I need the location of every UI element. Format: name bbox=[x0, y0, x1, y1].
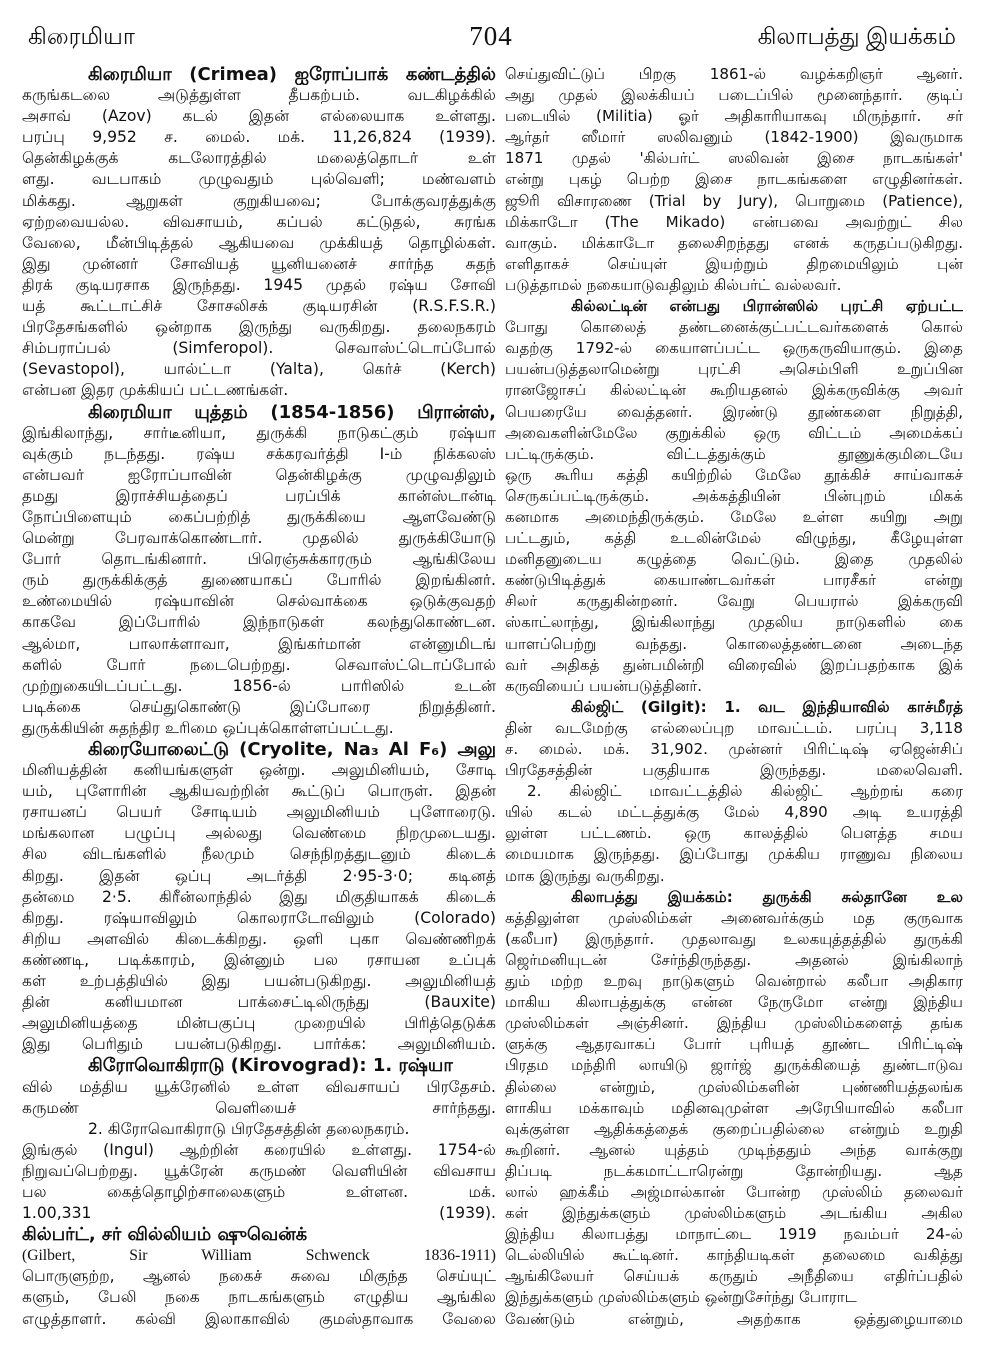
text-line: இங்கிலாந்து, சார்டீனியா, துருக்கி நாடுகட்கும் ரஷ்யா bbox=[22, 423, 496, 442]
entry-heading-line: கிரைமியா யுத்தம் (1854-1856) பிரான்ஸ், bbox=[88, 401, 496, 423]
text-line: கிறது. ரஷ்யாவிலும் கொலராடோவிலும் (Colorado) bbox=[22, 908, 496, 927]
text-line: பட்டிருக்கும். விட்டத்துக்கும் தூணுக்குமிடையே bbox=[505, 444, 963, 463]
text-line: எழுத்தாளர். கல்வி இலாகாவில் குமஸ்தாவாக வேலை bbox=[22, 1309, 496, 1328]
text-line: ஏற்றவையல்ல. விவசாயம், கப்பல் கட்டுதல், சுரங்க bbox=[22, 212, 496, 231]
text-line: கத்திலுள்ள முஸ்லிம்கள் அனைவர்க்கும் மத குருவாக bbox=[505, 908, 963, 927]
text-line: மங்கலான பழுப்பு அல்லது வெண்மை நிறமுடையது. bbox=[22, 824, 496, 843]
right-text-column bbox=[505, 64, 963, 1356]
text-line: துருக்கியின் சுதந்திர உரிமை ஒப்புக்கொள்ளப்பட்டது. bbox=[22, 718, 394, 737]
text-line: மனிதனுடைய கழுத்தை வெட்டும். இதை முதலில் bbox=[505, 550, 963, 569]
text-line: ஜூரி விசாரணை (Trial by Jury), பொறுமை (Patience), bbox=[505, 191, 963, 210]
text-line: பிரதேசங்களில் ஒன்றாக இருந்து வருகிறது. தலைநகரம் bbox=[22, 318, 496, 337]
text-line: யாளப்பெற்று வந்தது. கொலைத்தண்டனை அடைந்த bbox=[505, 634, 963, 653]
text-line: ஒரு கூரிய கத்தி கயிற்றில் மேலே தூக்கிச் சாய்வாகச் bbox=[505, 465, 963, 484]
text-line: போது கொலைத் தண்டனைக்குட்பட்டவர்களைக் கொல் bbox=[505, 318, 963, 337]
text-line: இந்திய கிலாபத்து மாநாட்டை 1919 நவம்பர் 24-ல் bbox=[505, 1225, 963, 1244]
text-line: யத் கூட்டாட்சிச் சோசலிசக் குடியரசின் (R.S.F.S.R.) bbox=[22, 297, 496, 316]
text-line: கண்டுபிடித்துக் கையாண்டவர்கள் பாரசீகர் என்று bbox=[505, 571, 963, 590]
text-line: இங்குல் (Ingul) ஆற்றின் கரையில் உள்ளது. 1754-ல் bbox=[22, 1140, 496, 1159]
text-line: கருவியைப் பயன்படுத்தினர். bbox=[505, 676, 703, 695]
running-header-right: கிலாபத்து இயக்கம் bbox=[757, 23, 956, 49]
text-line: ச. மைல். மக். 31,902. முன்னர் பிரிட்டிஷ் ஏஜென்சிப் bbox=[505, 740, 963, 758]
text-line: தமது இராச்சியத்தைப் பரப்பிக் கான்ஸ்டான்டி bbox=[22, 486, 496, 505]
text-line: சிலர் கருதுகின்றனர். வேறு பெயரால் இக்கருவி bbox=[505, 592, 963, 611]
text-line: சிம்பராப்பல் (Simferopol). செவாஸ்ட்டொப்போல் bbox=[22, 339, 496, 358]
text-line: படிக்கை செய்துகொண்டு இப்போரை நிறுத்தினர். bbox=[22, 697, 496, 716]
text-line: ஜெர்மனியுடன் சேர்ந்திருந்தது. அதனல் இங்கிலாந் bbox=[505, 950, 963, 969]
text-line: வில் மத்திய யூக்ரேனில் உள்ள விவசாயப் பிரதேசம். bbox=[22, 1077, 496, 1096]
text-line: ஸ்காட்லாந்து, இங்கிலாந்து முதலிய நாடுகளில் கை bbox=[505, 613, 963, 632]
text-line: கள் உற்பத்தியில் இது பயன்படுகிறது. அலுமினியத் bbox=[22, 972, 496, 991]
text-line: களும், பேலி நகை நாடகங்களும் எழுதிய ஆங்கில bbox=[22, 1288, 496, 1307]
text-line: மிக்கது. ஆறுகள் குறுகியவை; போக்குவரத்துக்கு bbox=[22, 191, 496, 210]
text-line: மென்று பேரவாக்கொண்டார். முதலில் துருக்கியோடு bbox=[22, 529, 496, 548]
text-line: ஆங்கிலேயர் செய்யக் கருதும் அநீதியை எதிர்ப்பதில் bbox=[505, 1267, 963, 1286]
text-line: கண்ணடி, படிக்காரம், இன்னும் பல ரசாயன உப்புக் bbox=[22, 950, 496, 969]
text-line: மையமாக இருந்தது. இப்போது முக்கிய ராணுவ நிலைய bbox=[505, 845, 963, 864]
text-line: பரப்பு 9,952 ச. மைல். மக். 11,26,824 (1939). bbox=[22, 128, 496, 147]
text-line: பட்டதும், கத்தி உடலின்மேல் விழுந்து, கீழேயுள்ள bbox=[505, 529, 963, 548]
text-line: 1871 முதல் 'கில்பர்ட் ஸலிவன் இசை நாடகங்கள்' bbox=[505, 149, 963, 168]
text-line: ரும் துருக்கிக்குத் துணையாகப் போரில் இறங்கினர். bbox=[22, 571, 496, 590]
text-line: யில் கடல் மட்டத்துக்கு மேல் 4,890 அடி உயரத்தி bbox=[505, 803, 963, 822]
text-line: வுக்கும் நடந்தது. ரஷ்ய சக்கரவர்த்தி I-ம் நிக்கலஸ் bbox=[22, 444, 496, 463]
text-line: எளிதாகச் செய்யுள் இயற்றும் திறமையிலும் புன் bbox=[505, 254, 963, 273]
text-line: வர் அதிகத் துன்பமின்றி விரைவில் இறப்பதற்காக இக் bbox=[505, 655, 963, 674]
text-line: செய்துவிட்டுப் பிறகு 1861-ல் வழக்கறிஞர் ஆனர். bbox=[505, 65, 963, 83]
text-line: தின் கனியமான பாக்சைட்டிலிருந்து (Bauxite) bbox=[22, 993, 496, 1012]
text-line: ரசாயனப் பெயர் சோடியம் அலுமினியம் புளோரைடு. bbox=[22, 803, 496, 822]
text-line: (கலீபா) இருந்தார். முதலாவது உலகயுத்தத்தில் துருக்கி bbox=[505, 929, 963, 948]
text-line: திப்படி நடக்கமாட்டாரென்று தோன்றியது. ஆத bbox=[505, 1161, 963, 1180]
entry-heading-line: கில்பர்ட், சர் வில்லியம் ஷுவென்க் bbox=[22, 1224, 308, 1246]
text-line: முஸ்லிம்கள் அஞ்சினர். இந்திய முஸ்லிம்களைத் தங்க bbox=[505, 1014, 963, 1033]
text-line: அசாவ் (Azov) கடல் இதன் எல்லையாக உள்ளது. bbox=[22, 107, 496, 126]
text-line: என்று புகழ் பெற்ற இசை நாடகங்களை எழுதினர்கள். bbox=[505, 170, 963, 189]
text-line: வதற்கு 1792-ல் கையாளப்பட்ட ஒருகருவியாகும். இதை bbox=[505, 339, 963, 358]
text-line: சிறிய அளவில் கிடைக்கிறது. ஒளி புகா வெண்ணிறக் bbox=[22, 929, 496, 948]
text-line: 1.00,331 (1939). bbox=[22, 1204, 496, 1223]
text-line: 2. கில்ஜிட் மாவட்டத்தில் கில்ஜிட் ஆற்றங் கரை bbox=[527, 782, 963, 801]
running-header-left: கிரைமியா bbox=[28, 23, 135, 49]
entry-heading-line: கிரோவொகிராடு (Kirovograd): 1. ரஷ்யா bbox=[88, 1055, 453, 1077]
text-line: இது முன்னர் சோவியத் யூனியனைச் சார்ந்த சுதந் bbox=[22, 254, 496, 273]
text-line: மாக இருந்து வருகிறது. bbox=[505, 866, 665, 885]
text-line: வாகும். மிக்காடோ தலைசிறந்தது எனக் கருதப்படுகிறது. bbox=[505, 233, 963, 252]
text-line: தும் மற்ற உறவு நாடுகளும் வென்றால் கலீபா அதிகார bbox=[505, 972, 963, 991]
text-line: யம், புளோரின் ஆகியவற்றின் கூட்டுப் பொருள். இதன் bbox=[22, 782, 496, 801]
text-line: வுக்குள்ள ஆதிக்கத்தைக் குறைப்பதில்லை என்றும் உறுதி bbox=[505, 1119, 963, 1138]
text-line: களில் போர் நடைபெற்றது. செவாஸ்ட்டொப்போல் bbox=[22, 655, 496, 674]
text-line: திரக் குடியரசாக இருந்தது. 1945 முதல் ரஷ்ய சோவி bbox=[22, 275, 496, 294]
text-line: வேலை, மீன்பிடித்தல் ஆகியவை முக்கியத் தொழில்கள். bbox=[22, 233, 496, 252]
text-line: தின் வடமேற்கு எல்லைப்புற மாவட்டம். பரப்பு 3,118 bbox=[505, 718, 963, 737]
text-line: நிறுவப்பெற்றது. யூக்ரேன் கருமண் வெளியின் விவசாய bbox=[22, 1161, 496, 1180]
text-line: (Sevastopol), யால்ட்டா (Yalta), கெர்ச் (Kerch) bbox=[22, 360, 496, 379]
text-line: வேண்டும் என்றும், அதற்காக ஒத்துழையாமை bbox=[505, 1309, 963, 1328]
text-line: பயன்படுத்தலாமென்று புரட்சி அசெம்பிளி உறுப்பின bbox=[505, 360, 963, 379]
text-line: படையில் (Militia) ஓர் அதிகாரியாகவு மிருந்தார். சர் bbox=[505, 107, 963, 126]
text-line: பல கைத்தொழிற்சாலைகளும் உள்ளன. மக். bbox=[22, 1182, 496, 1201]
text-line: பிரதேசத்தின் பகுதியாக இருந்தது. மலைவெளி. bbox=[505, 761, 963, 780]
text-line: அவைகளின்மேலே குறுக்கில் ஒரு விட்டம் அமைக்கப் bbox=[505, 423, 963, 442]
page-number: 704 bbox=[469, 21, 513, 51]
text-line: லால் ஹக்கீம் அஜ்மால்கான் போன்ற முஸ்லிம் தலைவர் bbox=[505, 1182, 963, 1201]
text-line: போர் தொடங்கினார். பிரெஞ்சுக்காரரும் ஆங்கிலேய bbox=[22, 550, 496, 569]
text-line: கருங்கடலை அடுத்துள்ள தீபகற்பம். வடகிழக்கில் bbox=[22, 86, 496, 105]
text-line: ரானஜோசப் கில்லட்டின் கூறியதனல் இக்கருவிக்கு அவர் bbox=[505, 381, 963, 400]
text-line: லுள்ள பட்டணம். ஒரு காலத்தில் பௌத்த சமய bbox=[505, 824, 963, 843]
text-line: முற்றுகையிடப்பட்டது. 1856-ல் பாரிஸில் உடன் bbox=[22, 676, 496, 695]
text-line: பொருளுற்ற, ஆனல் நகைச் சுவை மிகுந்த செய்யுட் bbox=[22, 1267, 496, 1286]
text-line: ளுக்கு ஆதரவாகப் போர் புரியத் தூண்ட பிரிட்டிஷ் bbox=[505, 1035, 963, 1054]
text-line: படுத்தாமல் நகையாடுவதிலும் கில்பர்ட் வல்லவர். bbox=[505, 275, 842, 294]
text-line: மாகிய கிலாபத்துக்கு என்ன நேருமோ என்று இந்திய bbox=[505, 993, 963, 1012]
text-line: பெயரையே வைத்தனர். இரண்டு தூண்களை நிறுத்தி, bbox=[505, 402, 963, 421]
text-line: கள் இந்துக்களும் முஸ்லிம்களும் அடங்கிய அகில bbox=[505, 1204, 963, 1223]
text-line: நோப்பிளையும் கைப்பற்றித் துருக்கியை ஆளவேண்டு bbox=[22, 507, 496, 526]
text-line: (Gilbert, Sir William Schwenck 1836-1911) bbox=[22, 1247, 496, 1265]
entry-heading-line: கிரையோலைட்டு (Cryolite, Na₃ Al F₆) அலு bbox=[88, 739, 496, 760]
text-line: இந்துக்களும் முஸ்லிம்களும் ஒன்றுசேர்ந்து போராட bbox=[505, 1288, 857, 1307]
text-line: டெல்லியில் கூட்டினர். காந்தியடிகள் தலைமை வகித்து bbox=[505, 1246, 963, 1265]
text-line: என்பன இதர முக்கியப் பட்டணங்கள். bbox=[22, 381, 289, 400]
text-line: இது பெரிதும் பயன்படுகிறது. பார்க்க: அலுமினியம். bbox=[22, 1035, 496, 1054]
text-line: தன்மை 2·5. கிரீன்லாந்தில் இது மிகுதியாகக் கிடைக் bbox=[22, 887, 496, 906]
text-line: ளாகிய மக்காவும் மதினவுமுள்ள அரேபியாவில் கலீபா bbox=[505, 1098, 963, 1117]
text-line: தென்கிழக்குக் கடலோரத்தில் மலைத்தொடர் உள் bbox=[22, 149, 496, 168]
text-line: காகவே இப்போரில் இந்நாடுகள் கலந்துகொண்டன. bbox=[22, 613, 496, 632]
text-line: கிறது. இதன் ஒப்பு அடர்த்தி 2·95-3·0; கடினத் bbox=[22, 866, 496, 885]
entry-heading-line: கிலாபத்து இயக்கம்: துருக்கி சுல்தானே உல bbox=[571, 887, 963, 906]
text-line: மினியத்தின் கனியங்களுள் ஒன்று. அலுமினியம், சோடி bbox=[22, 761, 496, 780]
text-line: 2. கிரோவொகிராடு பிரதேசத்தின் தலைநகரம். bbox=[88, 1119, 410, 1138]
text-line: ளது. வடபாகம் முழுவதும் புல்வெளி; மண்வளம் bbox=[22, 170, 496, 189]
text-line: கனமாக அமைந்திருக்கும். மேலே உள்ள கயிறு அறு bbox=[505, 507, 963, 526]
entry-heading-line: கில்லட்டின் என்பது பிரான்ஸில் புரட்சி ஏற்பட்ட bbox=[571, 297, 963, 316]
text-line: தில்லை என்றும், முஸ்லிம்களின் புண்ணியத்தலங்க bbox=[505, 1077, 963, 1096]
text-line: கூறினர். ஆனல் யுத்தம் முடிந்ததும் அந்த வாக்குறு bbox=[505, 1140, 963, 1159]
text-line: உண்மையில் ரஷ்யாவின் செல்வாக்கை ஒடுக்குவதற் bbox=[22, 592, 496, 611]
entry-heading-line: கில்ஜிட் (Gilgit): 1. வட இந்தியாவில் காச்மீரத் bbox=[571, 697, 963, 716]
text-line: பிரதம மந்திரி லாயிடு ஜார்ஜ் துருக்கியைத் துண்டாடுவ bbox=[505, 1056, 963, 1075]
text-line: மிக்காடோ (The Mikado) என்பவை அவற்றுட் சில bbox=[505, 212, 963, 231]
text-line: அது முதல் இலக்கியப் படைப்பில் மூனைந்தார். குடிப் bbox=[505, 86, 963, 105]
text-line: அலுமினியத்தை மின்பகுப்பு முறையில் பிரித்தெடுக்க bbox=[22, 1014, 496, 1033]
left-text-column bbox=[22, 64, 496, 1356]
text-line: ஆல்மா, பாலாக்ளாவா, இங்கர்மான் என்னுமிடங் bbox=[22, 634, 496, 653]
text-line: என்பவர் ஐரோப்பாவின் தென்கிழக்கு முழுவதிலும் bbox=[22, 465, 496, 484]
text-line: சில விடங்களில் நீலமும் செந்நிறத்துடனும் கிடைக் bbox=[22, 845, 496, 864]
text-line: ஆர்தர் ஸீமார் ஸலிவனும் (1842-1900) இவருமாக bbox=[505, 128, 963, 147]
text-line: கருமண் வெளியைச் சார்ந்தது. bbox=[22, 1098, 496, 1117]
text-line: செருகப்பட்டிருக்கும். அக்கத்தியின் பின்புறம் மிகக் bbox=[505, 486, 963, 505]
entry-heading-line: கிரைமியா (Crimea) ஐரோப்பாக் கண்டத்தில் bbox=[88, 64, 496, 85]
